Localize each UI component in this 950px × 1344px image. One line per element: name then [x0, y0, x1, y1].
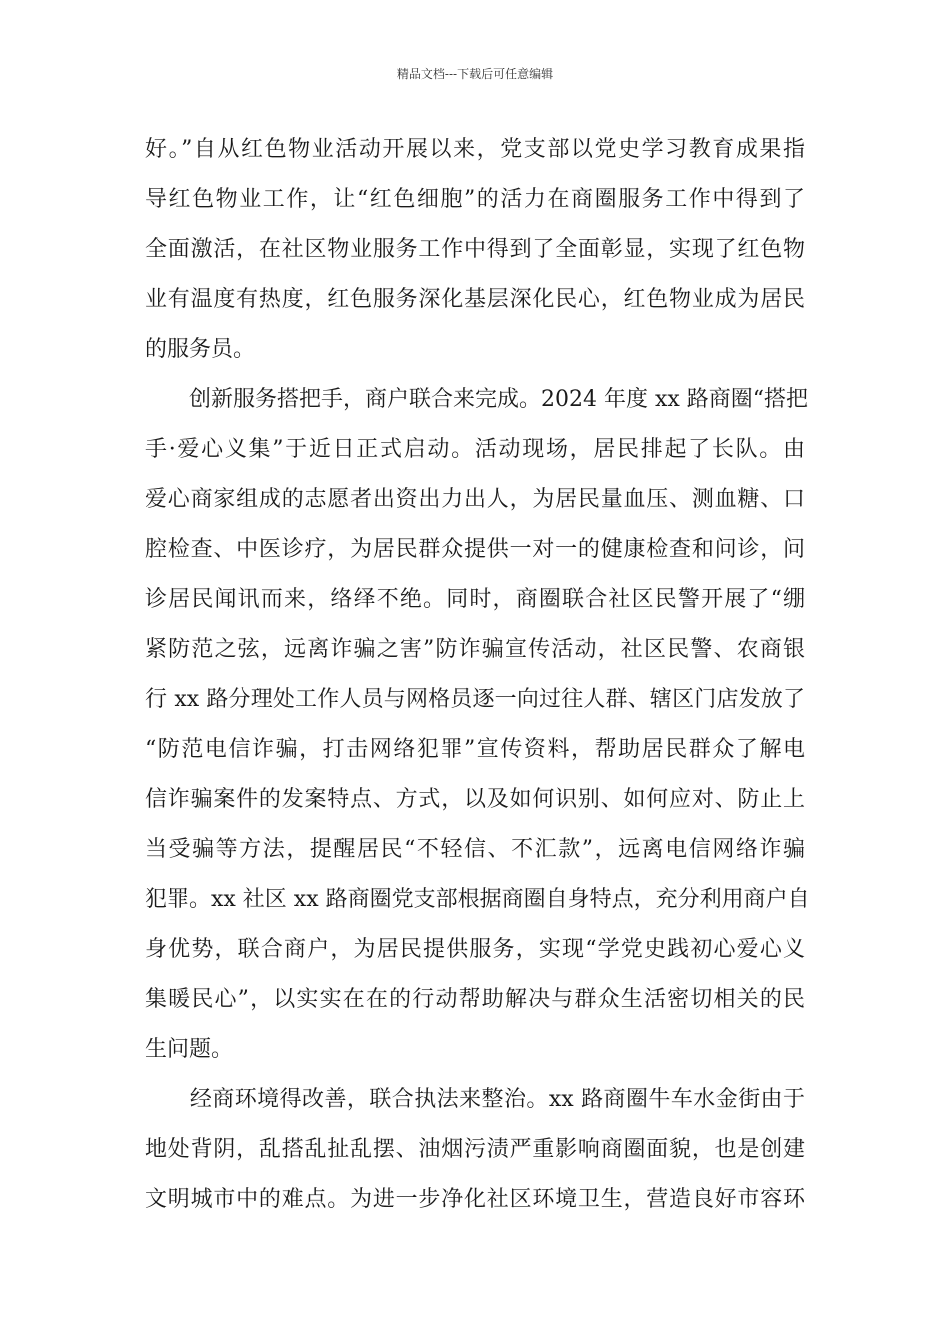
paragraph-2 [145, 375, 810, 1075]
text-line: 集暖民心”，以实实在在的行动帮助解决与群众生活密切相关的民 [145, 987, 805, 1012]
paragraph-1 [145, 125, 805, 375]
text-line: 犯罪。xx 社区 xx 路商圈党支部根据商圈自身特点，充分利用商户自 [145, 887, 810, 912]
text-line: 全面激活，在社区物业服务工作中得到了全面彰显，实现了红色物 [145, 237, 805, 262]
text-line: 导红色物业工作，让“红色细胞”的活力在商圈服务工作中得到了 [145, 187, 805, 212]
text-line: 创新服务搭把手，商户联合来完成。2024 年度 xx 路商圈“搭把 [145, 387, 809, 412]
text-line: “防范电信诈骗，打击网络犯罪”宣传资料，帮助居民群众了解电 [145, 737, 805, 762]
text-line: 的服务员。 [145, 337, 256, 362]
text-line: 紧防范之弦，远离诈骗之害”防诈骗宣传活动，社区民警、农商银 [145, 637, 805, 662]
text-line: 手·爱心义集”于近日正式启动。活动现场，居民排起了长队。由 [145, 437, 805, 462]
page-header: 精品文档---下载后可任意编辑 [396, 67, 554, 81]
text-line: 经商环境得改善，联合执法来整治。xx 路商圈牛车水金街由于 [145, 1087, 805, 1112]
document-body [145, 125, 810, 1225]
text-line: 身优势，联合商户，为居民提供服务，实现“学党史践初心爱心义 [145, 937, 805, 962]
text-line: 诊居民闻讯而来，络绎不绝。同时，商圈联合社区民警开展了“绷 [145, 587, 805, 612]
text-line: 爱心商家组成的志愿者出资出力出人，为居民量血压、测血糖、口 [145, 487, 805, 512]
text-line: 信诈骗案件的发案特点、方式，以及如何识别、如何应对、防止上 [145, 787, 805, 812]
text-line: 好。”自从红色物业活动开展以来，党支部以党史学习教育成果指 [145, 137, 805, 162]
text-line: 地处背阴，乱搭乱扯乱摆、油烟污渍严重影响商圈面貌，也是创建 [145, 1137, 805, 1162]
text-line: 行 xx 路分理处工作人员与网格员逐一向过往人群、辖区门店发放了 [145, 687, 805, 712]
text-line: 腔检查、中医诊疗，为居民群众提供一对一的健康检查和问诊，问 [145, 537, 805, 562]
text-line: 业有温度有热度，红色服务深化基层深化民心，红色物业成为居民 [145, 287, 805, 312]
text-line: 当受骗等方法，提醒居民“不轻信、不汇款”，远离电信网络诈骗 [145, 837, 805, 862]
text-line: 文明城市中的难点。为进一步净化社区环境卫生，营造良好市容环 [145, 1187, 805, 1212]
paragraph-3 [145, 1075, 805, 1225]
text-line: 生问题。 [145, 1037, 234, 1062]
